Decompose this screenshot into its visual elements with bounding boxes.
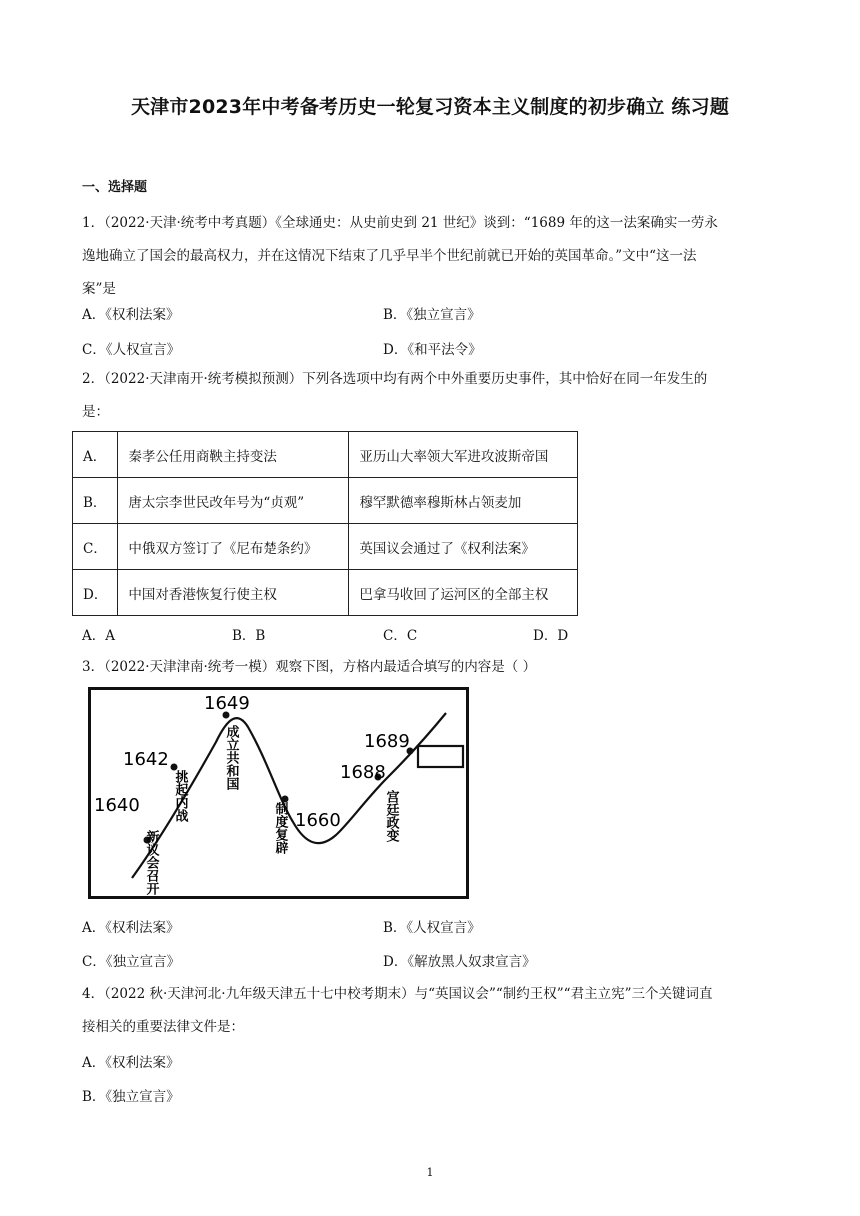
q4-option-a: A．《权利法案》 (82, 1055, 180, 1071)
q1-option-c: C．《人权宣言》 (82, 342, 181, 358)
table-cell: 秦孝公任用商鞅主持变法 (118, 432, 349, 478)
page-title: 天津市2023年中考备考历史一轮复习资本主义制度的初步确立 练习题 (130, 96, 730, 118)
year-label: 1688 (340, 762, 386, 783)
q4-option-b: B．《独立宣言》 (82, 1089, 180, 1105)
q3-option-a: A．《权利法案》 (82, 920, 180, 936)
table-row (73, 478, 578, 524)
english-revolution-timeline-figure (88, 687, 472, 901)
section-heading: 一、选择题 (82, 180, 148, 195)
q2-option-a: A．A (82, 628, 115, 644)
year-label: 1642 (123, 749, 169, 770)
q3-option-d: D．《解放黑人奴隶宣言》 (383, 954, 536, 970)
event-label: 挑起内战 (172, 770, 188, 822)
table-cell: D． (73, 570, 118, 616)
page-number: 1 (426, 1166, 434, 1179)
table-cell: 亚历山大率领大军进攻波斯帝国 (349, 432, 578, 478)
table-cell: 巴拿马收回了运河区的全部主权 (349, 570, 578, 616)
table-cell: 唐太宗李世民改年号为“贞观” (118, 478, 349, 524)
question-2-stem (82, 363, 782, 429)
table-row (73, 432, 578, 478)
q1-line-2: 逸地确立了国会的最高权力，并在这情况下结束了几乎早半个世纪前就已开始的英国革命。”文中“这一法 (82, 248, 697, 264)
q1-option-b: B．《独立宣言》 (383, 307, 481, 323)
q2-line-2: 是： (82, 404, 109, 420)
table-cell: A． (73, 432, 118, 478)
q4-line-2: 接相关的重要法律文件是： (82, 1019, 244, 1035)
question-3-stem (82, 651, 782, 684)
q3-line-1: 3．（2022·天津津南·统考一模）观察下图，方格内最适合填写的内容是（ ） (82, 659, 537, 675)
q2-options-table (72, 431, 578, 616)
event-label: 宫廷政变 (383, 790, 399, 842)
q2-option-d: D．D (533, 628, 569, 644)
q2-option-b: B．B (232, 628, 266, 644)
table-cell: C． (73, 524, 118, 570)
question-1-stem (82, 174, 782, 306)
event-label: 成立共和国 (223, 725, 239, 790)
event-label: 制度复辟 (272, 802, 288, 854)
year-label: 1640 (94, 795, 140, 816)
q2-line-1: 2．（2022·天津南开·统考模拟预测）下列各选项中均有两个中外重要历史事件，其中恰好在同一年发生的 (82, 371, 708, 387)
q3-option-b: B．《人权宣言》 (383, 920, 481, 936)
q1-option-a: A．《权利法案》 (82, 307, 180, 323)
table-cell: 中国对香港恢复行使主权 (118, 570, 349, 616)
q1-option-d: D．《和平法令》 (383, 342, 482, 358)
table-cell: 穆罕默德率穆斯林占领麦加 (349, 478, 578, 524)
year-label: 1649 (204, 693, 250, 714)
table-cell: 英国议会通过了《权利法案》 (349, 524, 578, 570)
q3-option-c: C．《独立宣言》 (82, 954, 181, 970)
table-cell: 中俄双方签订了《尼布楚条约》 (118, 524, 349, 570)
q4-line-1: 4．（2022 秋·天津河北·九年级天津五十七中校考期末）与“英国议会”“制约王权”“君主立宪”三个关键词直 (82, 986, 713, 1002)
q2-option-c: C．C (383, 628, 418, 644)
year-label: 1689 (364, 731, 410, 752)
event-label: 新议会召开 (143, 830, 159, 895)
table-row (73, 524, 578, 570)
q1-line-1: 1．（2022·天津·统考中考真题）《全球通史：从史前史到 21 世纪》谈到：“1689 年的这一法案确实一劳永 (82, 215, 718, 231)
table-row (73, 570, 578, 616)
year-label: 1660 (295, 810, 341, 831)
q1-line-3: 案”是 (82, 281, 116, 297)
question-4-stem (82, 978, 782, 1044)
answer-box (418, 746, 463, 767)
table-cell: B． (73, 478, 118, 524)
